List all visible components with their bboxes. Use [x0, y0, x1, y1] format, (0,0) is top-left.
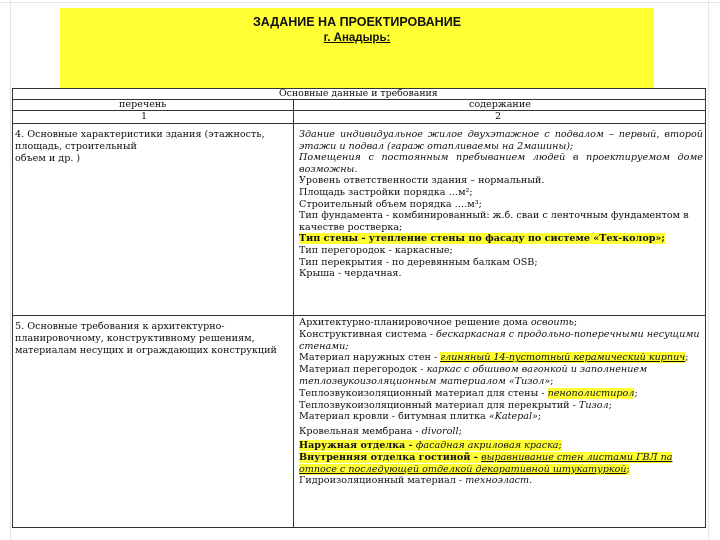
title-banner — [60, 8, 654, 88]
row1-content — [299, 129, 703, 280]
interior-finish-highlight: отпосе с последующей отделкой декоративной штукатуркой — [299, 463, 627, 475]
outer-wall-material — [299, 352, 703, 364]
roof-material — [299, 411, 703, 423]
column-header-right: содержание — [469, 99, 531, 110]
partition-material — [299, 376, 703, 388]
text: ; — [458, 426, 462, 438]
interior-finish-highlight: ; — [626, 463, 630, 475]
interior-finish-highlight: выравнивание стен листами ГВЛ па — [481, 451, 673, 463]
interior-finish-highlight: Внутренняя отделка гостиной - — [299, 451, 482, 463]
partition-material — [299, 364, 703, 376]
waterproofing-material — [299, 475, 703, 487]
text: Материал кровли - битумная плитка — [299, 411, 489, 423]
exterior-finish-highlight: Наружная отделка - — [299, 439, 416, 451]
interior-finish — [299, 464, 703, 476]
floor-insulation — [299, 400, 703, 412]
exterior-finish-highlight: ; — [558, 439, 562, 451]
text: теплозвукоизоляционным материалом «Тизол» — [299, 375, 551, 387]
text: . — [529, 475, 533, 487]
column-header-left: перечень — [119, 99, 167, 110]
document-title: ЗАДАНИЕ НА ПРОЕКТИРОВАНИЕ — [252, 15, 462, 29]
brick-highlight: глиняный 14-пустотный керамический кирпич — [440, 352, 686, 364]
premises-note: Помещения с постоянным пребыванием людей в проектируемом доме — [299, 152, 703, 164]
frame-line-top — [0, 2, 720, 3]
text: техноэласт — [465, 475, 530, 487]
text: divoroll — [421, 426, 459, 438]
text: бескаркасная с продольно-поперечными несущими — [436, 328, 700, 340]
interior-finish — [299, 452, 703, 464]
table-caption: Основные данные и требования — [279, 88, 438, 99]
row1-label-line: объем и др. ) — [15, 153, 81, 164]
text: ; — [634, 387, 638, 399]
exterior-finish-highlight: фасадная акриловая краска — [415, 439, 559, 451]
foundation-type: Тип фундамента - комбинированный: ж.б. сваи с ленточным фундаментом в — [299, 210, 689, 222]
row2-label-line: материалам несущих и ограждающих конструкций — [15, 345, 277, 356]
wall-insulation — [299, 388, 703, 400]
text: ; — [608, 399, 612, 411]
text: ; — [685, 352, 689, 364]
structural-system — [299, 329, 703, 341]
text: Архитектурно-планировочное решение дома — [299, 317, 531, 328]
wall-type-highlight: Тип стены - утепление стены по фасаду по системе «Тех-колор»; — [299, 233, 665, 245]
text: ; — [550, 375, 554, 387]
document-subtitle — [60, 32, 654, 44]
polystyrene-highlight: пенополистирол — [547, 387, 635, 399]
responsibility-level: Уровень ответственности здания – нормальный. — [299, 175, 545, 187]
text: Тизол — [578, 399, 609, 411]
grid-line-header — [13, 110, 705, 111]
row1-label-line: площадь, строительный — [15, 141, 137, 152]
partition-type: Тип перегородок - каркасные; — [299, 244, 453, 256]
row2-content — [299, 317, 703, 487]
column-number-right: 2 — [495, 111, 502, 122]
city-label: г. Анадырь: — [323, 32, 391, 44]
grid-line-row1 — [13, 315, 705, 316]
requirements-table — [12, 88, 706, 528]
text: освоить — [530, 317, 574, 328]
layout-solution — [299, 317, 703, 329]
text: Теплозвукоизоляционный материал для стены - — [299, 387, 548, 399]
text: «Katepal» — [488, 411, 538, 423]
row1-label — [15, 129, 265, 165]
grid-line-numbers — [13, 123, 705, 124]
wall-type — [299, 233, 703, 245]
roof-type: Крыша - чердачная. — [299, 268, 402, 280]
row2-label — [15, 321, 277, 357]
exterior-finish — [299, 440, 703, 452]
row2-label-line: 5. Основные требования к архитектурно- — [15, 321, 225, 332]
premises-note: возможны. — [299, 163, 358, 175]
building-volume: Строительный объем порядка ….м³; — [299, 198, 482, 210]
row1-label-line: 4. Основные характеристики здания (этажность, — [15, 129, 265, 140]
text: Конструктивная система - — [299, 328, 437, 340]
text: Материал наружных стен - — [299, 352, 441, 364]
text: Гидроизоляционный материал - — [299, 475, 466, 487]
grid-line-caption — [13, 99, 705, 100]
foundation-type: качестве ростверка; — [299, 221, 403, 233]
text: Кровельная мембрана - — [299, 426, 422, 438]
frame-line-right — [708, 0, 709, 540]
text: каркас с обшивом вагонкой и заполнением — [426, 364, 648, 376]
building-description: этажи и подвал (гараж отапливаемы на 2машины); — [299, 140, 574, 152]
building-description: Здание индивидуальное жилое двухэтажное с подвалом – первый, второй — [299, 129, 703, 140]
text: ; — [573, 317, 578, 328]
row2-label-line: планировочному, конструктивному решениям, — [15, 333, 255, 344]
structural-system: стенами; — [299, 340, 349, 352]
grid-line-column — [293, 99, 294, 527]
roof-membrane — [299, 426, 703, 438]
text: Теплозвукоизоляционный материал для перекрытий - — [299, 399, 579, 411]
column-number-left: 1 — [141, 111, 148, 122]
frame-line-left — [10, 0, 11, 540]
built-area: Площадь застройки порядка …м²; — [299, 186, 473, 198]
floor-type: Тип перекрытия - по деревянным балкам OSB; — [299, 256, 538, 268]
text: ; — [537, 411, 542, 423]
text: Материал перегородок - — [299, 364, 427, 376]
